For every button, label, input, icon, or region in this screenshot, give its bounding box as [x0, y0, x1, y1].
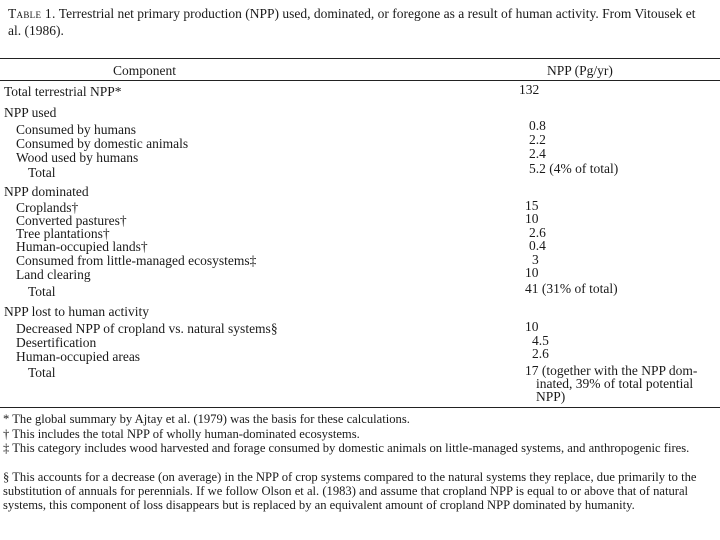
table-row-label: Decreased NPP of cropland vs. natural systems§ [16, 321, 278, 336]
section-title: NPP used [4, 105, 57, 120]
table-row-label: Croplands† [16, 200, 79, 215]
section-total-label: Total [28, 165, 56, 180]
bottom-rule [0, 407, 720, 408]
section-title: NPP lost to human activity [4, 304, 149, 319]
table-row-value: 0.8 [529, 118, 546, 133]
table-row-value: 10 [525, 265, 539, 280]
section-total-label: Total [28, 284, 56, 299]
table-row-value: 2.6 [529, 225, 546, 240]
table-row-label: Human-occupied areas [16, 349, 141, 364]
table-row-label: Land clearing [16, 267, 91, 282]
table-row-value: 3 [532, 252, 539, 267]
table-row-label: Consumed by humans [16, 122, 136, 137]
table-row-label: Consumed from little-managed ecosystems‡ [16, 253, 257, 268]
table-row-label: Human-occupied lands† [16, 239, 148, 254]
section-total-value-line: 17 (together with the NPP dom- [525, 363, 698, 378]
caption-text: Terrestrial net primary production (NPP) used, dominated, or foregone as a result of human activity. From Vitousek et al. (1986). [8, 6, 696, 38]
table-row-value: 10 [525, 319, 539, 334]
table-row-value: 2.6 [532, 346, 549, 361]
table-row-value: 0.4 [529, 238, 546, 253]
table-row-label: Converted pastures† [16, 213, 127, 228]
table-row-value: 4.5 [532, 333, 549, 348]
table-row-label: Consumed by domestic animals [16, 136, 189, 151]
footnote: * The global summary by Ajtay et al. (1979) was the basis for these calculations. [3, 412, 410, 426]
section-title: NPP dominated [4, 184, 89, 199]
table-row-value: 2.4 [529, 146, 546, 161]
table-row-value: 15 [525, 198, 539, 213]
column-header-npp: NPP (Pg/yr) [547, 63, 613, 78]
section-total-value-line: inated, 39% of total potential [536, 376, 694, 391]
total-terrestrial-label: Total terrestrial NPP* [4, 84, 122, 99]
total-terrestrial-value: 132 [519, 82, 540, 97]
table-row-label: Desertification [16, 335, 97, 350]
header-rule [0, 80, 720, 81]
table-row-value: 10 [525, 211, 539, 226]
section-total-value: 5.2 (4% of total) [529, 161, 619, 176]
table-row-value: 2.2 [529, 132, 546, 147]
section-total-value: 41 (31% of total) [525, 281, 618, 296]
table-row-label: Tree plantations† [16, 226, 110, 241]
table-label: Table 1. [8, 6, 56, 21]
table-row-label: Wood used by humans [16, 150, 139, 165]
top-rule [0, 58, 720, 59]
footnote: § This accounts for a decrease (on average) in the NPP of crop systems compared to the natural systems they replace, due primarily to the substitution of annuals for perennials. If we follow Olson et al. (1983) and assume that cropland NPP is equal to or above that of natural systems, this component of loss disappears but is replaced by an equivalent amount of cropland NPP dominated by humanity. [3, 470, 697, 512]
footnote: ‡ This category includes wood harvested and forage consumed by domestic animals on little-managed systems, and anthropogenic fires. [3, 441, 690, 455]
table-caption [8, 5, 708, 39]
section-total-value-line: NPP) [536, 389, 566, 404]
footnote: † This includes the total NPP of wholly human-dominated ecosystems. [3, 427, 360, 441]
section-total-label: Total [28, 365, 56, 380]
column-header-component: Component [113, 63, 176, 78]
